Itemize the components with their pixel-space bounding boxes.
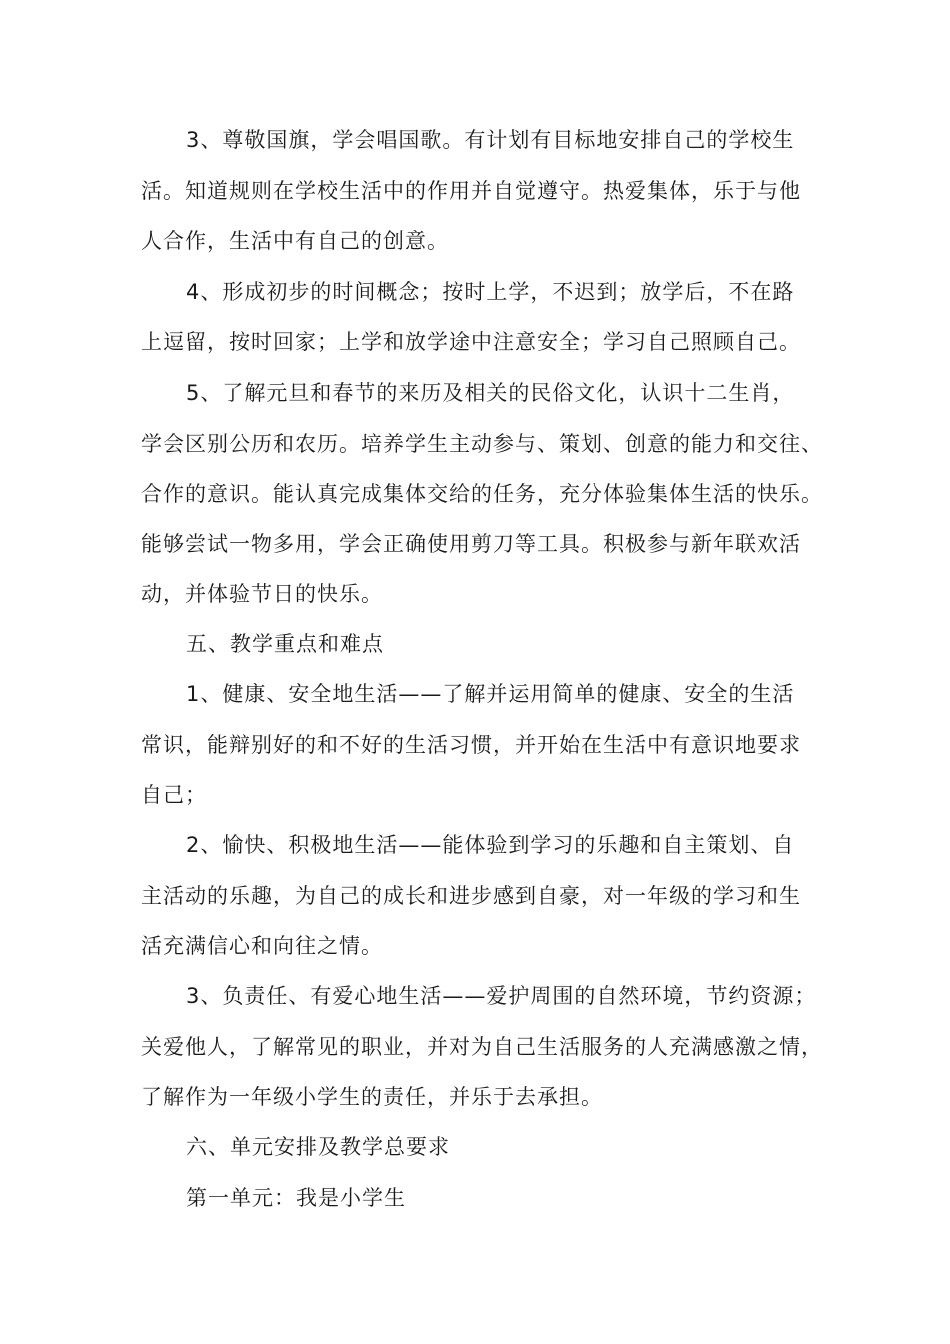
- text-line: 主活动的乐趣，为自己的成长和进步感到自豪，对一年级的学习和生: [141, 884, 801, 908]
- text-line: 3、负责任、有爱心地生活——爱护周围的自然环境，节约资源；: [186, 984, 817, 1008]
- section-heading: 六、单元安排及教学总要求: [186, 1135, 450, 1159]
- text-line: 3、尊敬国旗，学会唱国歌。有计划有目标地安排自己的学校生: [186, 128, 795, 152]
- text-line: 常识，能辩别好的和不好的生活习惯，并开始在生活中有意识地要求: [141, 733, 801, 757]
- text-line: 动，并体验节日的快乐。: [141, 582, 383, 606]
- text-line: 2、愉快、积极地生活——能体验到学习的乐趣和自主策划、自: [186, 833, 795, 857]
- text-line: 能够尝试一物多用，学会正确使用剪刀等工具。积极参与新年联欢活: [141, 532, 801, 556]
- text-line: 上逗留，按时回家；上学和放学途中注意安全；学习自己照顾自己。: [141, 330, 801, 354]
- text-line: 合作的意识。能认真完成集体交给的任务，充分体验集体生活的快乐。: [141, 482, 823, 506]
- text-line: 4、形成初步的时间概念；按时上学，不迟到；放学后，不在路: [186, 280, 795, 304]
- text-line: 5、了解元旦和春节的来历及相关的民俗文化，认识十二生肖，: [186, 381, 795, 405]
- text-line: 学会区别公历和农历。培养学生主动参与、策划、创意的能力和交往、: [141, 432, 823, 456]
- text-line: 了解作为一年级小学生的责任，并乐于去承担。: [141, 1085, 603, 1109]
- text-line: 1、健康、安全地生活——了解并运用简单的健康、安全的生活: [186, 682, 795, 706]
- text-line: 自己；: [141, 783, 207, 807]
- text-line: 活。知道规则在学校生活中的作用并自觉遵守。热爱集体，乐于与他: [141, 179, 801, 203]
- text-line: 人合作，生活中有自己的创意。: [141, 229, 449, 253]
- section-heading: 五、教学重点和难点: [186, 632, 384, 656]
- text-line: 关爱他人，了解常见的职业，并对为自己生活服务的人充满感激之情，: [141, 1035, 823, 1059]
- text-line: 活充满信心和向往之情。: [141, 934, 383, 958]
- unit-heading: 第一单元：我是小学生: [186, 1186, 406, 1210]
